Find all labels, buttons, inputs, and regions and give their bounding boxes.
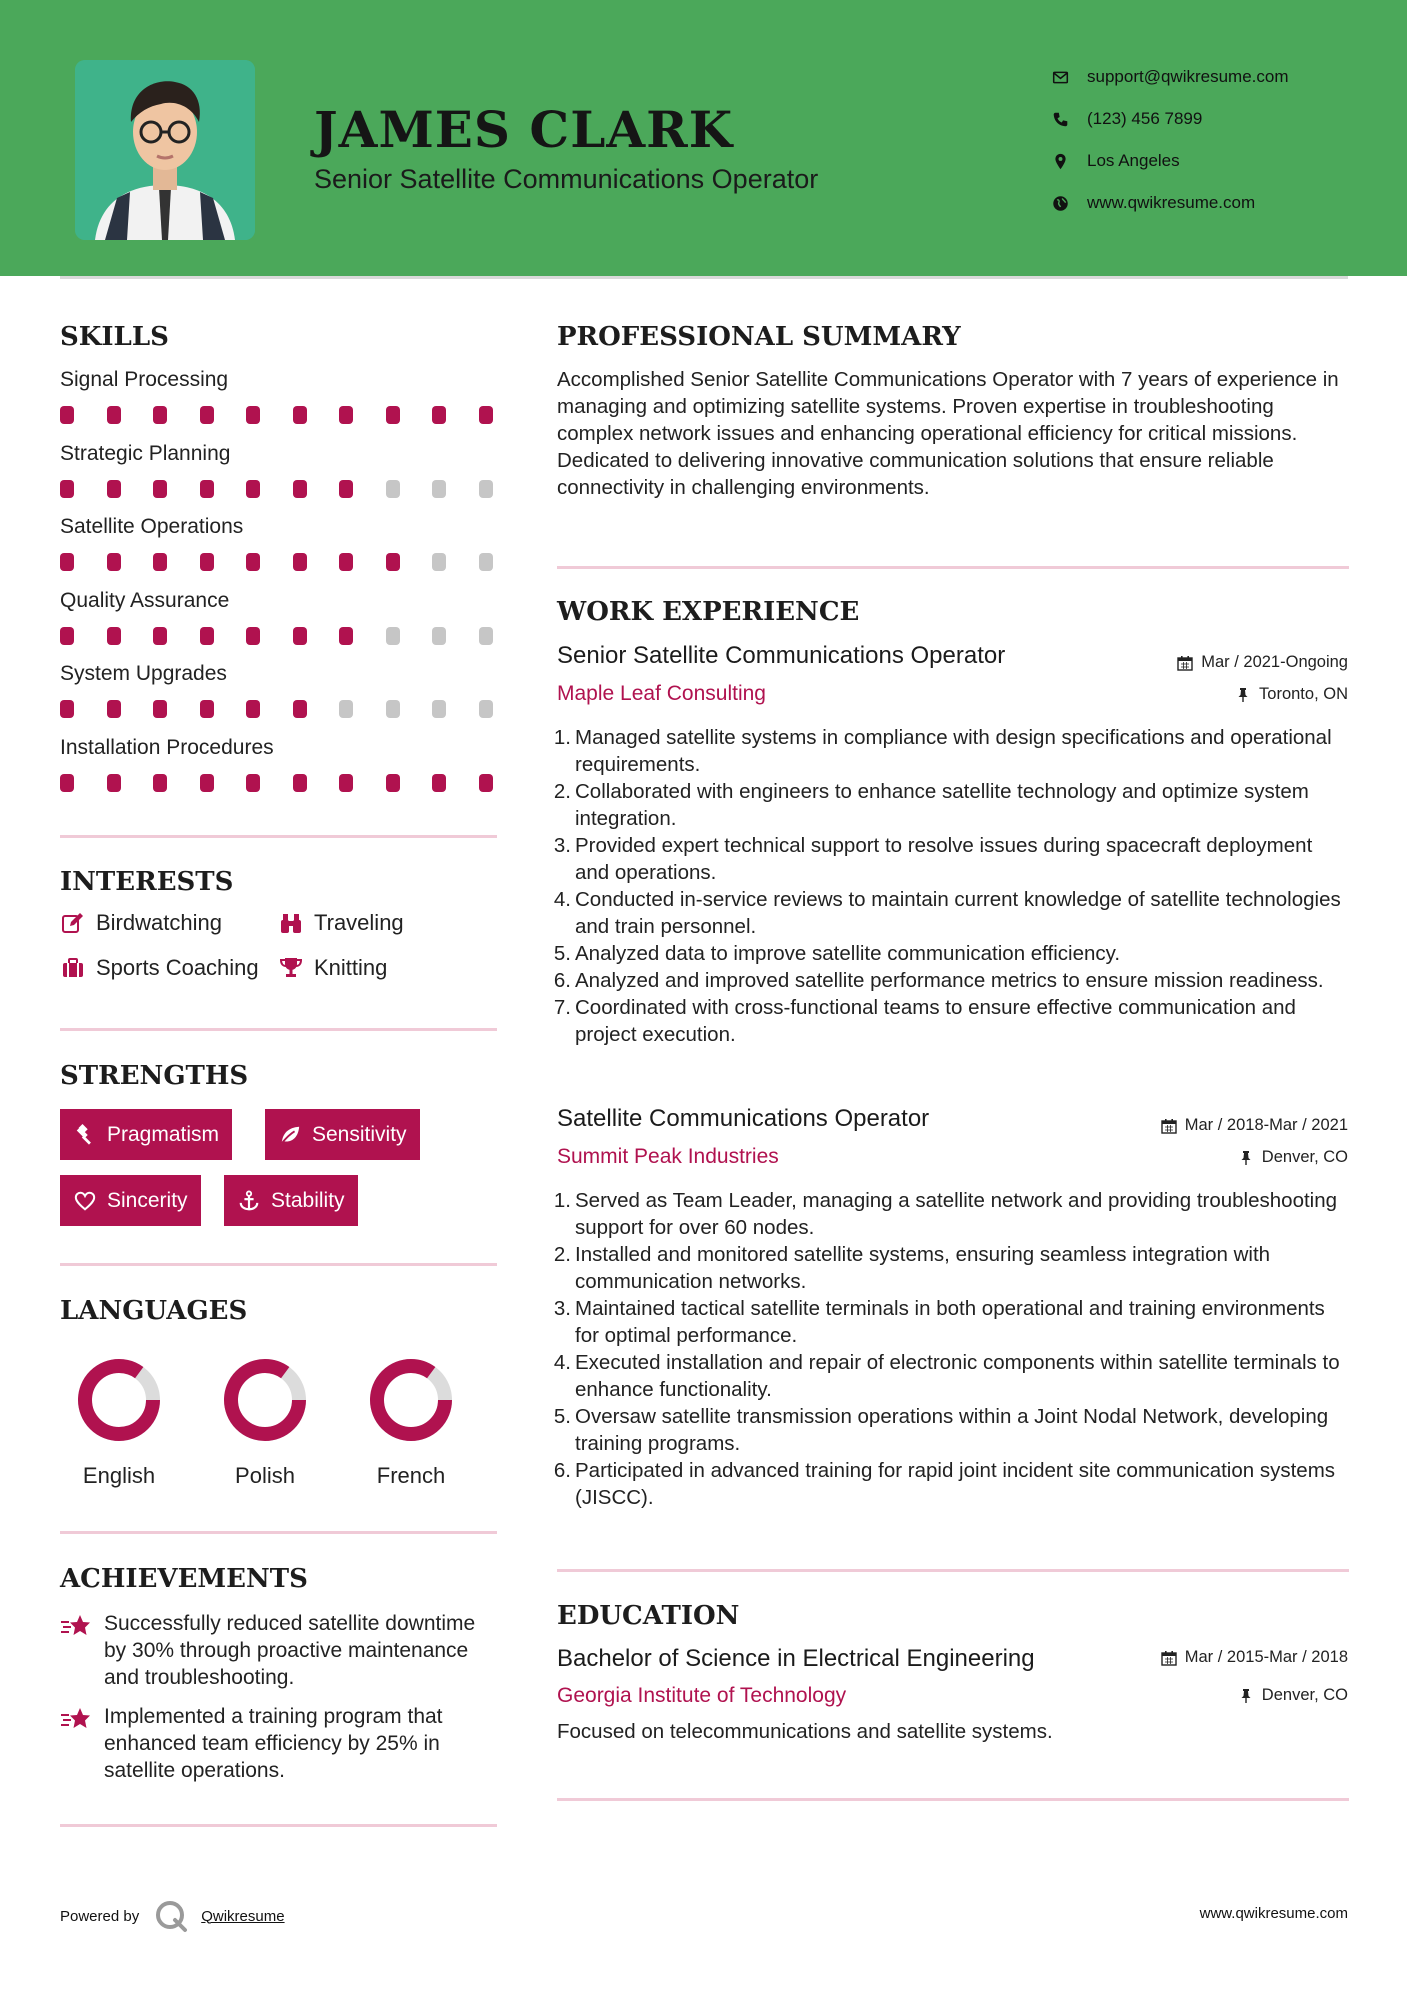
skill-dot-filled xyxy=(107,406,121,424)
skill-rating xyxy=(60,627,500,647)
skill-name: Signal Processing xyxy=(60,368,229,391)
qwikresume-logo-icon xyxy=(153,1898,189,1934)
skill-dot-filled xyxy=(107,774,121,792)
bullet-text: Collaborated with engineers to enhance satellite technology and optimize system integration. xyxy=(575,780,1309,830)
language-item xyxy=(59,1355,179,1489)
skill-dot-filled xyxy=(293,553,307,571)
bullet-text: Conducted in-service reviews to maintain current knowledge of satellite technologies and train personnel. xyxy=(575,888,1341,938)
qwikresume-link[interactable]: Qwikresume xyxy=(201,1907,285,1925)
skill-dot-filled xyxy=(153,480,167,498)
skill-row xyxy=(60,368,500,426)
job-location xyxy=(1238,1148,1348,1167)
bullet-text: Participated in advanced training for rapid joint incident site communication systems (JISCC). xyxy=(575,1459,1336,1509)
strength-label: Sincerity xyxy=(107,1188,188,1212)
skill-dot-filled xyxy=(339,774,353,792)
strength-badge xyxy=(60,1175,201,1226)
skill-row xyxy=(60,589,500,647)
skill-dot-filled xyxy=(200,700,214,718)
skill-dot-filled xyxy=(293,627,307,645)
skill-dot-filled xyxy=(293,774,307,792)
contact-website-text: www.qwikresume.com xyxy=(1087,193,1256,212)
contact-location-text: Los Angeles xyxy=(1087,151,1180,170)
interest-label: Sports Coaching xyxy=(96,955,259,980)
bullet-number: 7. xyxy=(553,996,571,1019)
bullet-text: Installed and monitored satellite systems, ensuring seamless integration with communication networks. xyxy=(575,1243,1271,1293)
skill-dot-filled xyxy=(200,480,214,498)
bullet-number: 5. xyxy=(553,942,571,965)
interest-item xyxy=(60,910,222,936)
skill-dot-filled xyxy=(246,406,260,424)
achievements-heading: ACHIEVEMENTS xyxy=(60,1564,308,1594)
education-heading: EDUCATION xyxy=(557,1601,740,1631)
achievement-text: Implemented a training program that enhanced team efficiency by 25% in satellite operations. xyxy=(104,1705,443,1782)
language-item xyxy=(205,1355,325,1489)
globe-icon xyxy=(1050,193,1070,213)
language-proficiency-ring xyxy=(366,1355,456,1445)
resume-header xyxy=(0,0,1407,276)
star-award-icon xyxy=(60,1610,92,1642)
language-item xyxy=(351,1355,471,1489)
bullet-text: Served as Team Leader, managing a satellite network and providing troubleshooting support for over 60 nodes. xyxy=(575,1189,1338,1239)
phone-icon xyxy=(1050,109,1070,129)
bullet-number: 3. xyxy=(553,1297,571,1320)
candidate-title: Senior Satellite Communications Operator xyxy=(314,164,819,194)
skill-dot-filled xyxy=(107,553,121,571)
contact-phone[interactable] xyxy=(1050,98,1289,140)
skill-dot-filled xyxy=(60,774,74,792)
skill-dot-filled xyxy=(153,553,167,571)
skill-dot-filled xyxy=(107,700,121,718)
bullet-text: Oversaw satellite transmission operations within a Joint Nodal Network, developing training programs. xyxy=(575,1405,1329,1455)
skill-dot-filled xyxy=(479,774,493,792)
job-location xyxy=(1235,685,1348,704)
bullet-number: 1. xyxy=(553,726,571,749)
skill-dot-empty xyxy=(386,700,400,718)
skill-dot-filled xyxy=(386,406,400,424)
bullet-text: Maintained tactical satellite terminals in both operational and training environments for optimal performance. xyxy=(575,1297,1325,1347)
gavel-icon xyxy=(73,1123,97,1147)
bullet-number: 5. xyxy=(553,1405,571,1428)
skill-dot-filled xyxy=(107,480,121,498)
calendar-icon xyxy=(1161,1118,1177,1134)
bullet-text: Coordinated with cross-functional teams to ensure effective communication and project execution. xyxy=(575,996,1296,1046)
skill-name: Satellite Operations xyxy=(60,515,244,538)
trophy-icon xyxy=(278,955,304,981)
briefcase-icon xyxy=(60,955,86,981)
contact-website[interactable] xyxy=(1050,182,1289,224)
job-title: Senior Satellite Communications Operator xyxy=(557,642,1006,669)
strength-label: Pragmatism xyxy=(107,1122,220,1146)
skill-dot-filled xyxy=(339,406,353,424)
skill-name: Strategic Planning xyxy=(60,441,231,465)
language-proficiency-ring xyxy=(74,1355,164,1445)
interest-item xyxy=(278,910,404,936)
skill-dot-filled xyxy=(339,553,353,571)
skill-dot-empty xyxy=(432,480,446,498)
job-dates xyxy=(1177,653,1348,672)
job-bullet xyxy=(553,994,1349,1048)
skill-dot-filled xyxy=(386,774,400,792)
achievement-item xyxy=(60,1703,500,1784)
language-label: French xyxy=(376,1463,446,1488)
job-bullet xyxy=(553,1403,1349,1457)
skill-dot-filled xyxy=(153,700,167,718)
skills-heading: SKILLS xyxy=(60,322,169,352)
job-bullet xyxy=(553,724,1349,778)
calendar-icon xyxy=(1177,655,1193,671)
skill-dot-empty xyxy=(386,480,400,498)
interest-label: Birdwatching xyxy=(96,910,222,935)
job-bullets xyxy=(553,1187,1349,1511)
skill-row xyxy=(60,442,500,500)
job-bullet xyxy=(553,1295,1349,1349)
pushpin-icon xyxy=(1235,687,1251,703)
strength-badge xyxy=(60,1109,232,1160)
skill-dot-filled xyxy=(293,480,307,498)
star-award-icon xyxy=(60,1703,92,1735)
edit-icon xyxy=(60,910,86,936)
job-bullet xyxy=(553,1241,1349,1295)
skill-rating xyxy=(60,553,500,573)
strengths-heading: STRENGTHS xyxy=(60,1061,249,1091)
envelope-icon xyxy=(1050,67,1070,87)
job-bullet xyxy=(553,778,1349,832)
summary-divider xyxy=(557,566,1349,569)
skill-dot-filled xyxy=(200,627,214,645)
achievement-item xyxy=(60,1610,500,1691)
footer-url[interactable]: www.qwikresume.com xyxy=(1199,1905,1348,1922)
job-dates-text: Mar / 2021-Ongoing xyxy=(1201,653,1348,671)
interest-item xyxy=(278,955,387,981)
skill-dot-filled xyxy=(293,700,307,718)
calendar-icon xyxy=(1161,1650,1177,1666)
skill-dot-filled xyxy=(479,406,493,424)
skill-dot-filled xyxy=(432,774,446,792)
strength-label: Stability xyxy=(271,1188,345,1212)
pushpin-icon xyxy=(1238,1150,1254,1166)
skill-dot-empty xyxy=(432,553,446,571)
skill-dot-filled xyxy=(200,774,214,792)
skill-dot-empty xyxy=(479,553,493,571)
skill-dot-filled xyxy=(246,774,260,792)
skill-dot-empty xyxy=(432,627,446,645)
contact-phone-text: (123) 456 7899 xyxy=(1087,109,1203,128)
achievement-text: Successfully reduced satellite downtime by 30% through proactive maintenance and troubleshooting. xyxy=(104,1612,476,1689)
contact-list xyxy=(1050,56,1289,224)
job-company: Maple Leaf Consulting xyxy=(557,682,766,705)
job-dates xyxy=(1161,1116,1348,1135)
bullet-number: 6. xyxy=(553,1459,571,1482)
powered-by-text: Powered by xyxy=(60,1907,140,1925)
skill-dot-filled xyxy=(200,406,214,424)
education-location-text: Denver, CO xyxy=(1261,1686,1348,1704)
job-title: Satellite Communications Operator xyxy=(557,1105,930,1132)
bullet-text: Managed satellite systems in compliance with design specifications and operational requirements. xyxy=(575,726,1332,776)
education-description: Focused on telecommunications and satellite systems. xyxy=(557,1720,1053,1743)
anchor-icon xyxy=(237,1189,261,1213)
bullet-text: Provided expert technical support to resolve issues during spacecraft deployment and operations. xyxy=(575,834,1313,884)
job-location-text: Denver, CO xyxy=(1261,1148,1348,1166)
languages-divider xyxy=(60,1531,497,1534)
skill-dot-filled xyxy=(153,774,167,792)
interests-divider xyxy=(60,1028,497,1031)
bullet-number: 2. xyxy=(553,780,571,803)
powered-by xyxy=(60,1898,285,1934)
skill-row xyxy=(60,736,500,794)
skill-dot-empty xyxy=(479,480,493,498)
skill-dot-filled xyxy=(200,553,214,571)
contact-email[interactable] xyxy=(1050,56,1289,98)
skill-rating xyxy=(60,700,500,720)
skill-name: System Upgrades xyxy=(60,662,227,685)
job-location-text: Toronto, ON xyxy=(1259,685,1348,703)
bullet-number: 6. xyxy=(553,969,571,992)
job-bullet xyxy=(553,967,1349,994)
strengths-divider xyxy=(60,1263,497,1266)
skill-rating xyxy=(60,774,500,794)
skill-dot-filled xyxy=(60,553,74,571)
interest-label: Traveling xyxy=(314,910,404,935)
skill-dot-filled xyxy=(339,627,353,645)
bullet-text: Executed installation and repair of electronic components within satellite terminals to enhance functionality. xyxy=(575,1351,1340,1401)
contact-location xyxy=(1050,140,1289,182)
job-dates-text: Mar / 2018-Mar / 2021 xyxy=(1184,1116,1348,1134)
strength-badge xyxy=(224,1175,358,1226)
skill-dot-filled xyxy=(386,553,400,571)
bullet-number: 2. xyxy=(553,1243,571,1266)
bullet-text: Analyzed data to improve satellite communication efficiency. xyxy=(575,942,1121,965)
header-underline xyxy=(60,276,1348,279)
skill-dot-filled xyxy=(432,406,446,424)
skill-dot-filled xyxy=(107,627,121,645)
map-marker-icon xyxy=(1050,151,1070,171)
binoculars-icon xyxy=(278,910,304,936)
skill-dot-filled xyxy=(153,627,167,645)
heart-icon xyxy=(73,1189,97,1213)
skill-dot-filled xyxy=(153,406,167,424)
job-company: Summit Peak Industries xyxy=(557,1145,779,1168)
education-location xyxy=(1238,1686,1348,1705)
languages-heading: LANGUAGES xyxy=(60,1296,248,1326)
skill-dot-filled xyxy=(246,480,260,498)
language-proficiency-ring xyxy=(220,1355,310,1445)
bullet-number: 1. xyxy=(553,1189,571,1212)
experience-divider xyxy=(557,1569,1349,1572)
skill-dot-empty xyxy=(432,700,446,718)
education-degree: Bachelor of Science in Electrical Engineering xyxy=(557,1645,1035,1672)
skill-dot-empty xyxy=(479,627,493,645)
skill-dot-filled xyxy=(339,480,353,498)
job-bullets xyxy=(553,724,1349,1048)
skill-name: Quality Assurance xyxy=(60,588,230,612)
skill-dot-empty xyxy=(339,700,353,718)
skill-dot-filled xyxy=(293,406,307,424)
skills-divider xyxy=(60,835,497,838)
skill-rating xyxy=(60,480,500,500)
bullet-text: Analyzed and improved satellite performance metrics to ensure mission readiness. xyxy=(575,969,1324,992)
skill-row xyxy=(60,662,500,720)
job-bullet xyxy=(553,940,1349,967)
summary-heading: PROFESSIONAL SUMMARY xyxy=(557,322,961,352)
interests-heading: INTERESTS xyxy=(60,867,234,897)
job-bullet xyxy=(553,1349,1349,1403)
job-bullet xyxy=(553,832,1349,886)
skill-rating xyxy=(60,406,500,426)
interest-label: Knitting xyxy=(314,955,388,980)
candidate-name: JAMES CLARK xyxy=(314,100,734,159)
job-bullet xyxy=(553,1457,1349,1511)
education-school: Georgia Institute of Technology xyxy=(557,1684,847,1707)
pushpin-icon xyxy=(1238,1688,1254,1704)
skill-dot-empty xyxy=(479,700,493,718)
education-divider xyxy=(557,1798,1349,1801)
skill-dot-filled xyxy=(60,406,74,424)
profile-photo xyxy=(75,60,255,240)
education-dates xyxy=(1161,1648,1348,1667)
profile-photo-illustration xyxy=(75,60,255,240)
strength-badge xyxy=(265,1109,420,1160)
strength-label: Sensitivity xyxy=(312,1122,407,1146)
skill-dot-empty xyxy=(386,627,400,645)
education-dates-text: Mar / 2015-Mar / 2018 xyxy=(1184,1648,1348,1666)
leaf-icon xyxy=(278,1123,302,1147)
skill-dot-filled xyxy=(60,700,74,718)
skill-row xyxy=(60,515,500,573)
contact-email-text: support@qwikresume.com xyxy=(1087,67,1289,86)
skill-dot-filled xyxy=(60,480,74,498)
summary-text: Accomplished Senior Satellite Communications Operator with 7 years of experience in managing and optimizing satellite systems. Proven expertise in troubleshooting complex network issues and enhancing operational efficiency for critical missions. Dedicated to delivering innovative communication solutions that ensure reliable connectivity in challenging environments. xyxy=(557,368,1339,499)
skill-dot-filled xyxy=(246,553,260,571)
bullet-number: 4. xyxy=(553,1351,571,1374)
language-label: English xyxy=(82,1463,156,1488)
bullet-number: 4. xyxy=(553,888,571,911)
bullet-number: 3. xyxy=(553,834,571,857)
skill-dot-filled xyxy=(246,627,260,645)
skill-dot-filled xyxy=(60,627,74,645)
skill-name: Installation Procedures xyxy=(60,735,274,759)
achievements-divider xyxy=(60,1824,497,1827)
interest-item xyxy=(60,955,259,981)
experience-heading: WORK EXPERIENCE xyxy=(557,597,860,627)
job-bullet xyxy=(553,886,1349,940)
job-bullet xyxy=(553,1187,1349,1241)
skill-dot-filled xyxy=(246,700,260,718)
language-label: Polish xyxy=(235,1463,295,1488)
